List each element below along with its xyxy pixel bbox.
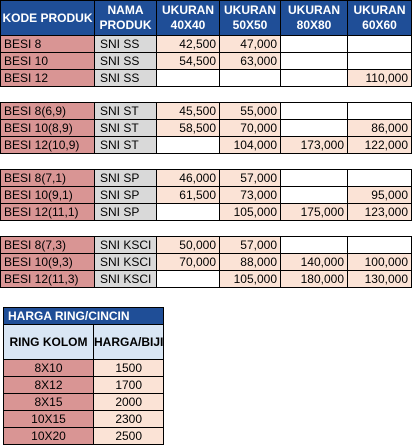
spacer-cell — [1, 87, 412, 103]
table-row — [1, 271, 412, 288]
kode-cell: BESI 12 — [1, 70, 95, 87]
ring-row — [4, 377, 164, 394]
ring-kolom-cell: 10X20 — [4, 428, 94, 445]
price-40x40: 46,000 — [157, 170, 220, 187]
ring-kolom-cell: 8X12 — [4, 377, 94, 394]
group-spacer — [1, 221, 412, 237]
kode-cell: BESI 10(9,1) — [1, 187, 95, 204]
price-50x50: 57,000 — [220, 170, 281, 187]
price-50x50: 105,000 — [220, 271, 281, 288]
price-50x50: 104,000 — [220, 137, 281, 154]
nama-cell: SNI KSCI — [95, 237, 157, 254]
ring-header-kolom: RING KOLOM — [4, 325, 94, 360]
price-60x60 — [348, 103, 412, 120]
table-row — [1, 170, 412, 187]
ring-row — [4, 360, 164, 377]
price-80x80 — [281, 53, 348, 70]
ring-harga-cell: 1500 — [94, 360, 164, 377]
price-40x40: 45,500 — [157, 103, 220, 120]
price-40x40 — [157, 70, 220, 87]
kode-cell: BESI 8(7,3) — [1, 237, 95, 254]
price-80x80: 140,000 — [281, 254, 348, 271]
header-row — [1, 1, 412, 36]
nama-cell: SNI KSCI — [95, 254, 157, 271]
price-40x40: 54,500 — [157, 53, 220, 70]
price-40x40: 42,500 — [157, 36, 220, 53]
group-spacer — [1, 87, 412, 103]
kode-cell: BESI 8(6,9) — [1, 103, 95, 120]
price-80x80 — [281, 36, 348, 53]
kode-cell: BESI 10 — [1, 53, 95, 70]
table-row — [1, 237, 412, 254]
ring-harga-cell: 2000 — [94, 394, 164, 411]
table-row — [1, 103, 412, 120]
price-60x60 — [348, 53, 412, 70]
nama-cell: SNI SP — [95, 187, 157, 204]
table-row — [1, 120, 412, 137]
price-80x80: 175,000 — [281, 204, 348, 221]
table-row — [1, 137, 412, 154]
price-60x60 — [348, 170, 412, 187]
price-40x40 — [157, 271, 220, 288]
table-row — [1, 53, 412, 70]
kode-cell: BESI 8 — [1, 36, 95, 53]
price-50x50: 47,000 — [220, 36, 281, 53]
table-row — [1, 70, 412, 87]
nama-cell: SNI ST — [95, 103, 157, 120]
price-60x60: 123,000 — [348, 204, 412, 221]
price-80x80 — [281, 187, 348, 204]
nama-cell: SNI KSCI — [95, 271, 157, 288]
ring-kolom-cell: 8X10 — [4, 360, 94, 377]
price-50x50: 57,000 — [220, 237, 281, 254]
price-50x50: 105,000 — [220, 204, 281, 221]
kode-cell: BESI 8(7,1) — [1, 170, 95, 187]
ring-harga-cell: 1700 — [94, 377, 164, 394]
kode-cell: BESI 12(11,1) — [1, 204, 95, 221]
nama-cell: SNI SP — [95, 204, 157, 221]
nama-cell: SNI ST — [95, 137, 157, 154]
price-60x60: 100,000 — [348, 254, 412, 271]
ring-kolom-cell: 10X15 — [4, 411, 94, 428]
price-50x50: 55,000 — [220, 103, 281, 120]
nama-cell: SNI ST — [95, 120, 157, 137]
price-50x50: 73,000 — [220, 187, 281, 204]
header-nama-produk: NAMA PRODUK — [95, 1, 157, 36]
ring-table-title: HARGA RING/CINCIN — [4, 308, 164, 325]
ring-header-harga: HARGA/BIJI — [94, 325, 164, 360]
header-ukuran-40x40: UKURAN 40X40 — [157, 1, 220, 36]
price-80x80 — [281, 103, 348, 120]
ring-row — [4, 428, 164, 445]
price-60x60: 122,000 — [348, 137, 412, 154]
price-80x80 — [281, 170, 348, 187]
price-40x40: 61,500 — [157, 187, 220, 204]
price-50x50: 63,000 — [220, 53, 281, 70]
spacer-cell — [1, 154, 412, 170]
price-40x40: 70,000 — [157, 254, 220, 271]
price-40x40: 50,000 — [157, 237, 220, 254]
price-80x80 — [281, 120, 348, 137]
table-row — [1, 187, 412, 204]
price-80x80 — [281, 237, 348, 254]
price-60x60: 86,000 — [348, 120, 412, 137]
price-80x80 — [281, 70, 348, 87]
price-60x60 — [348, 36, 412, 53]
spacer-cell — [1, 221, 412, 237]
header-ukuran-50x50: UKURAN 50X50 — [220, 1, 281, 36]
ring-row — [4, 394, 164, 411]
price-40x40: 58,500 — [157, 120, 220, 137]
price-40x40 — [157, 204, 220, 221]
nama-cell: SNI SS — [95, 36, 157, 53]
price-60x60: 95,000 — [348, 187, 412, 204]
price-60x60: 130,000 — [348, 271, 412, 288]
price-50x50: 70,000 — [220, 120, 281, 137]
price-80x80: 173,000 — [281, 137, 348, 154]
header-ukuran-80x80: UKURAN 80X80 — [281, 1, 348, 36]
header-ukuran-60x60: UKURAN 60X60 — [348, 1, 412, 36]
price-50x50 — [220, 70, 281, 87]
table-row — [1, 254, 412, 271]
ring-harga-cell: 2300 — [94, 411, 164, 428]
group-spacer — [1, 154, 412, 170]
kode-cell: BESI 12(10,9) — [1, 137, 95, 154]
header-kode-produk: KODE PRODUK — [1, 1, 95, 36]
nama-cell: SNI SS — [95, 53, 157, 70]
price-80x80: 180,000 — [281, 271, 348, 288]
kode-cell: BESI 10(8,9) — [1, 120, 95, 137]
price-60x60: 110,000 — [348, 70, 412, 87]
ring-kolom-cell: 8X15 — [4, 394, 94, 411]
table-row — [1, 36, 412, 53]
nama-cell: SNI SP — [95, 170, 157, 187]
kode-cell: BESI 12(11,3) — [1, 271, 95, 288]
kode-cell: BESI 10(9,3) — [1, 254, 95, 271]
table-row — [1, 204, 412, 221]
price-40x40 — [157, 137, 220, 154]
price-60x60 — [348, 237, 412, 254]
ring-harga-cell: 2500 — [94, 428, 164, 445]
price-50x50: 88,000 — [220, 254, 281, 271]
nama-cell: SNI SS — [95, 70, 157, 87]
ring-row — [4, 411, 164, 428]
ring-price-table — [3, 307, 164, 445]
